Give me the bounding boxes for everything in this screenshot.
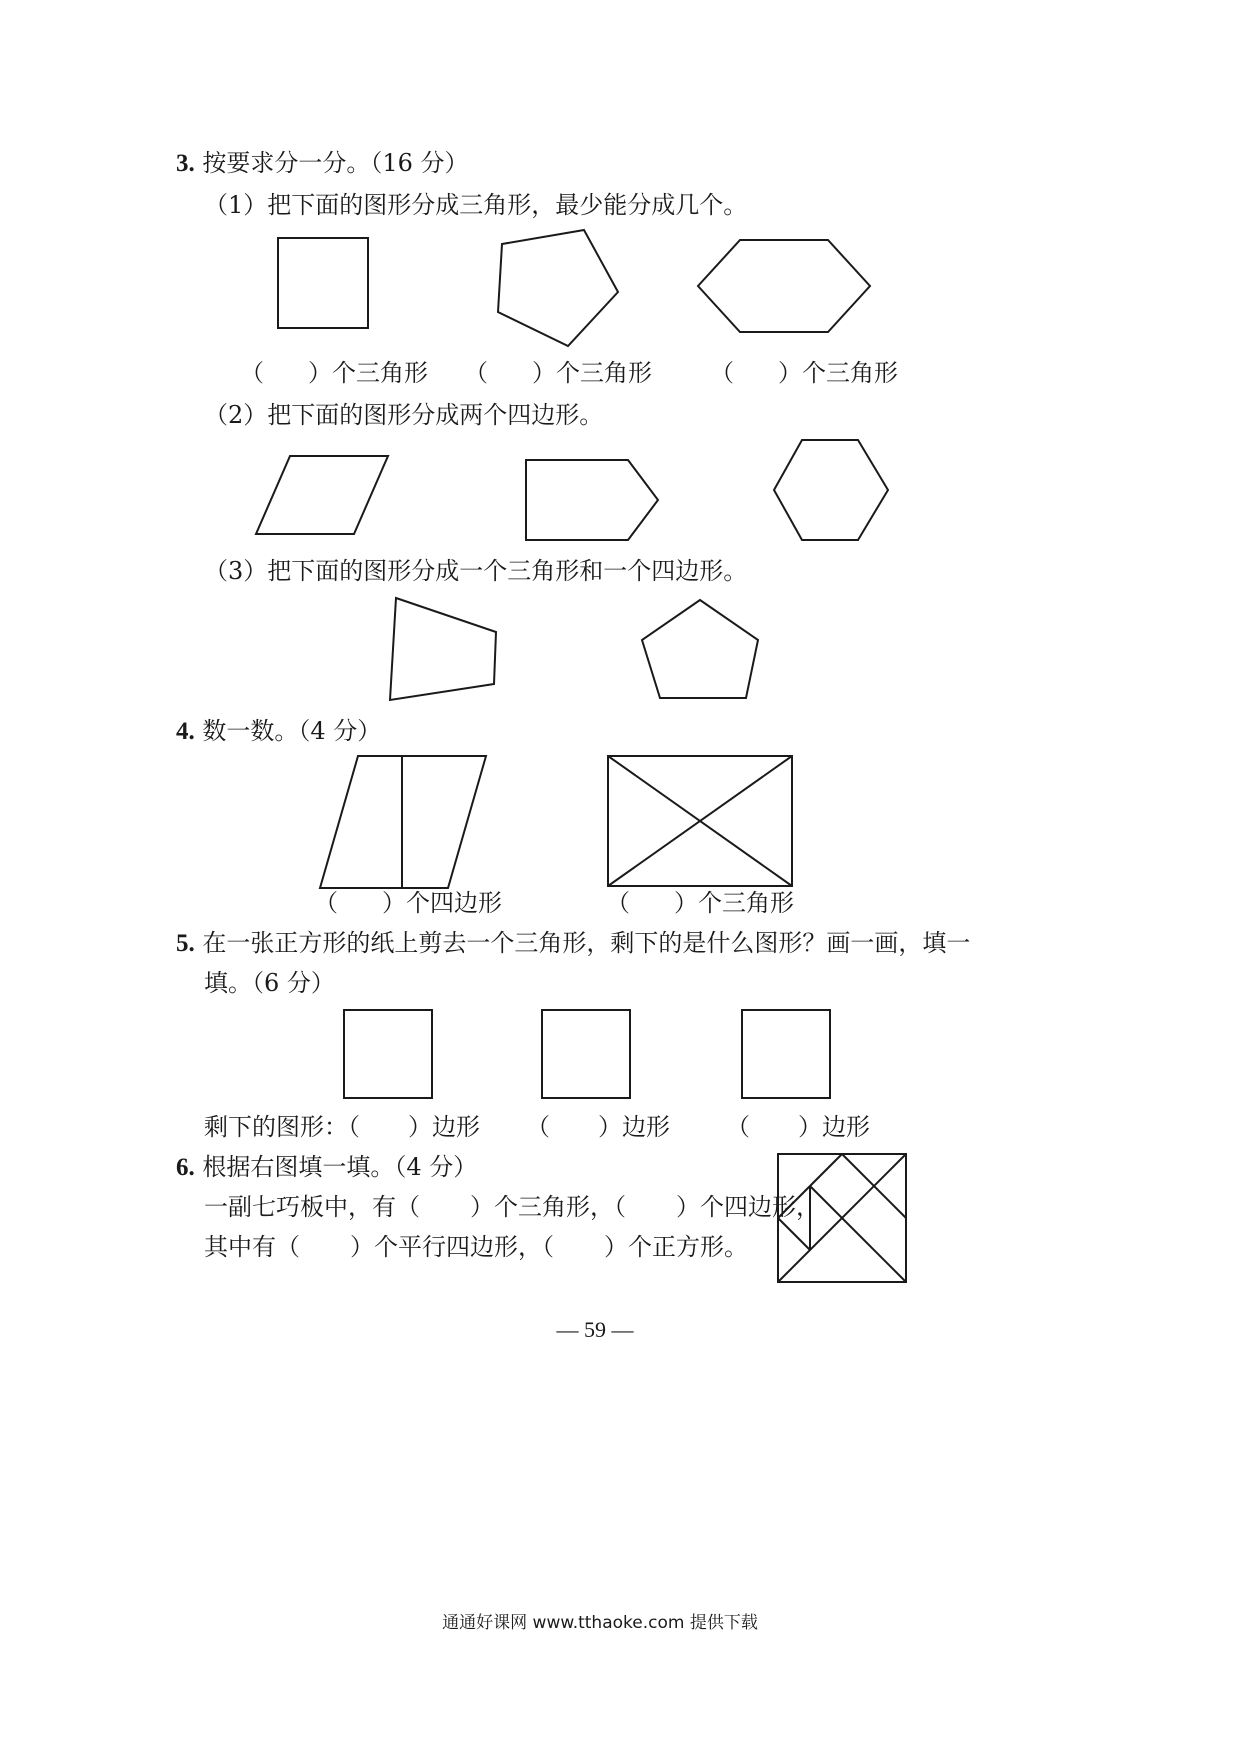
q6-text-c: ）个正方形。 [604,1233,748,1261]
q3-1-hexagon-figure[interactable] [698,240,870,332]
answer-unit: ）个三角形 [674,889,794,917]
answer-open-paren: （ [606,889,630,917]
question-6-text: 根据右图填一填。（4 分） [202,1153,478,1181]
answer-open-paren: （ [726,1113,750,1141]
question-3-text: 按要求分一分。（16 分） [202,149,469,177]
question-3-1-prompt: （1）把下面的图形分成三角形，最少能分成几个。 [204,191,748,219]
question-3-3-prompt: （3）把下面的图形分成一个三角形和一个四边形。 [204,557,748,585]
q5-square-figure-2[interactable] [542,1010,630,1098]
answer-open-paren: （ [240,359,264,387]
question-3-2-prompt: （2）把下面的图形分成两个四边形。 [204,401,604,429]
page-number: — 59 — [556,1317,634,1342]
q3-1-square-figure[interactable] [278,238,368,328]
answer-unit: ）个四边形 [382,889,502,917]
q6-text-a: 其中有（ [204,1233,300,1261]
footer-credit: 通通好课网 www.tthaoke.com 提供下载 [442,1613,758,1633]
question-4-number: 4. [176,718,195,745]
answer-unit: ）边形 [798,1113,870,1141]
q6-text-a: 一副七巧板中，有（ [204,1193,420,1221]
question-4-text: 数一数。（4 分） [202,717,382,745]
question-5-number: 5. [176,930,195,957]
question-3-number: 3. [176,150,195,177]
q4-rectangle-with-diagonals-figure [608,756,792,886]
answer-unit: ）个三角形 [778,359,898,387]
q3-1-pentagon-figure[interactable] [498,230,618,346]
question-5-text: 在一张正方形的纸上剪去一个三角形，剩下的是什么图形？画一画，填一 [202,929,971,957]
q5-square-figure-1[interactable] [344,1010,432,1098]
q3-2-parallelogram-figure[interactable] [256,456,388,534]
answer-open-paren: （ [710,359,734,387]
answer-open-paren: （ [314,889,338,917]
question-5-label: 剩下的图形： [204,1113,348,1141]
q6-text-c: ）个四边形， [676,1193,820,1221]
answer-open-paren: （ [348,1113,360,1141]
q3-2-hexagon-figure[interactable] [774,440,888,540]
answer-unit: ）个三角形 [532,359,652,387]
q6-tangram-figure [778,1154,906,1282]
q3-3-pentagon-figure[interactable] [642,600,758,698]
q3-3-trapezoid-figure[interactable] [390,598,496,700]
q3-2-arrow-pentagon-figure[interactable] [526,460,658,540]
answer-open-paren: （ [464,359,488,387]
q5-square-figure-3[interactable] [742,1010,830,1098]
question-6-number: 6. [176,1154,195,1181]
q6-text-b: ）个平行四边形，（ [350,1233,554,1261]
answer-open-paren: （ [526,1113,550,1141]
answer-unit: ）边形 [408,1113,480,1141]
q4-divided-parallelogram-figure [320,756,486,888]
question-5-title-line-2: 填。（6 分） [204,969,335,997]
q6-text-b: ）个三角形，（ [470,1193,626,1221]
answer-unit: ）个三角形 [308,359,428,387]
answer-unit: ）边形 [598,1113,670,1141]
